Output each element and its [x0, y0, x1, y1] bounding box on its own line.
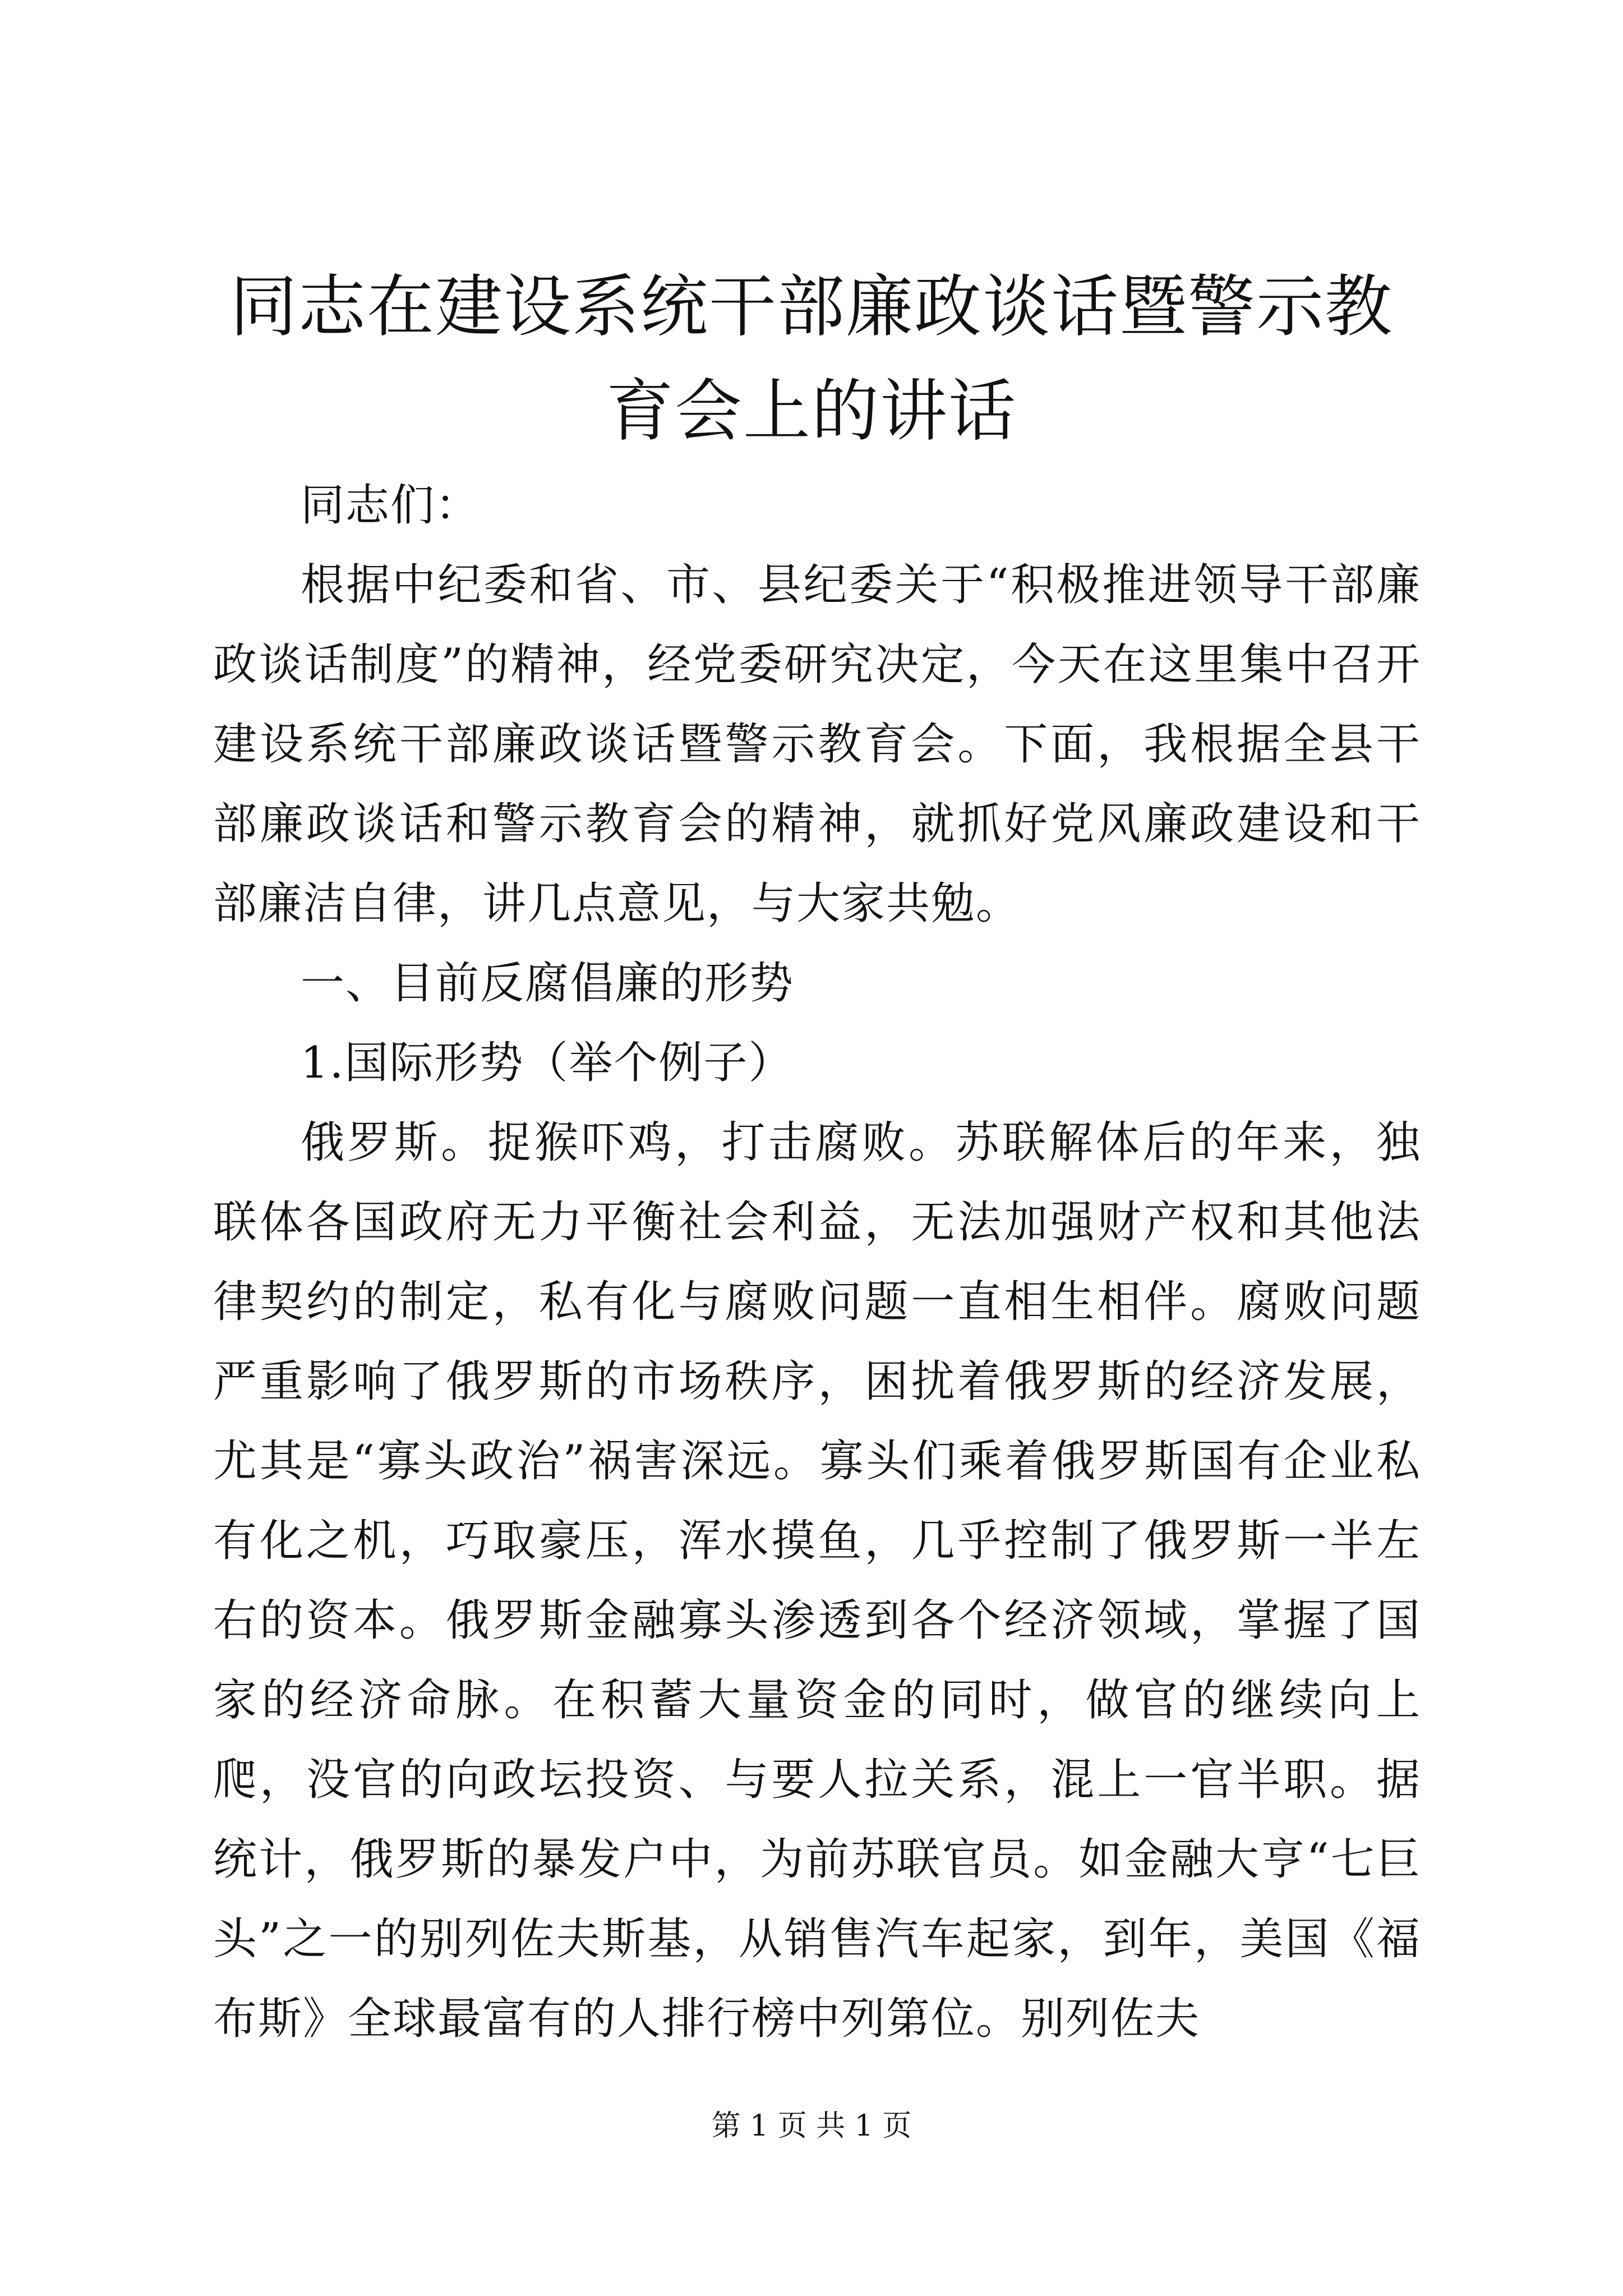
- intro-paragraph: 根据中纪委和省、市、县纪委关于“积极推进领导干部廉政谈话制度”的精神，经党委研究决定，今天在这里集中召开建设系统干部廉政谈话暨警示教育会。下面，我根据全县干部廉政谈话和警示教育会的精神，就抓好党风廉政建设和干部廉洁自律，讲几点意见，与大家共勉。: [213, 560, 1421, 929]
- salutation: 同志们：: [301, 480, 481, 531]
- page-footer: 第 1 页 共 1 页: [711, 2109, 912, 2143]
- body-paragraph: 俄罗斯。捉猴吓鸡，打击腐败。苏联解体后的年来，独联体各国政府无力平衡社会利益，无法加强财产权和其他法律契约的制定，私有化与腐败问题一直相生相伴。腐败问题严重影响了俄罗斯的市场秩序，困扰着俄罗斯的经济发展，尤其是“寡头政治”祸害深远。寡头们乘着俄罗斯国有企业私有化之机，巧取豪压，浑水摸鱼，几乎控制了俄罗斯一半左右的资本。俄罗斯金融寡头渗透到各个经济领域，掌握了国家的经济命脉。在积蓄大量资金的同时，做官的继续向上爬，没官的向政坛投资、与要人拉关系，混上一官半职。据统计，俄罗斯的暴发户中，为前苏联官员。如金融大亨“七巨头”之一的别列佐夫斯基，从销售汽车起家，到年，美国《福布斯》全球最富有的人排行榜中列第位。别列佐夫: [213, 1117, 1421, 2044]
- subsection-heading: 1.国际形势（举个例子）: [301, 1038, 794, 1088]
- section-heading: 一、目前反腐倡廉的形势: [301, 958, 795, 1009]
- document-body: [213, 466, 1421, 2059]
- document-title: 同志在建设系统干部廉政谈话暨警示教育会上的讲话: [230, 268, 1393, 450]
